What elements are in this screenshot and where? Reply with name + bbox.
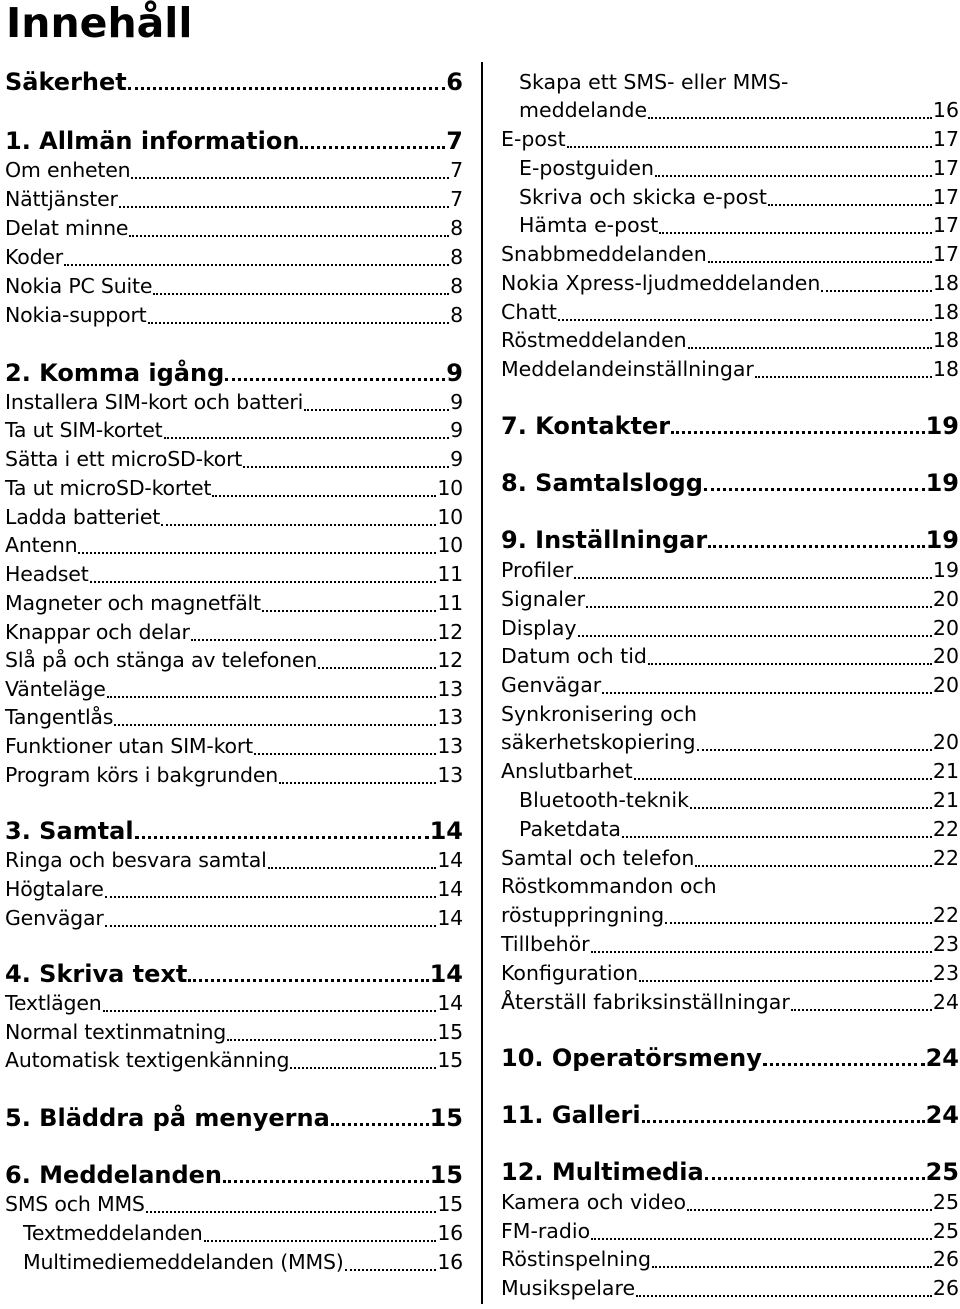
toc-entry-label: Magneter och magnetfält — [5, 591, 261, 615]
toc-entry-label: meddelande — [519, 98, 648, 122]
dot-leader — [697, 749, 932, 751]
toc-entry-label: Återställ fabriksinställningar — [501, 990, 790, 1014]
toc-page-number: 16 — [437, 1221, 463, 1245]
dot-leader — [243, 466, 449, 468]
dot-leader — [652, 1266, 932, 1268]
dot-leader — [642, 1120, 925, 1123]
toc-entry-label: Program körs i bakgrunden — [5, 763, 279, 787]
toc-entry[interactable] — [501, 844, 959, 872]
dot-leader — [227, 1039, 436, 1041]
toc-entry-label: Tangentlås — [5, 705, 114, 729]
page-title: Innehåll — [6, 0, 193, 47]
toc-page-number: 10 — [437, 476, 463, 500]
toc-entry-label: 7. Kontakter — [501, 412, 671, 440]
toc-page-number: 9 — [450, 390, 463, 414]
toc-section[interactable] — [5, 1102, 463, 1132]
toc-entry[interactable] — [501, 728, 959, 756]
dot-leader — [791, 1009, 932, 1011]
toc-entry-label: Chatt — [501, 300, 557, 324]
toc-entry-label: Genvägar — [5, 906, 104, 930]
toc-entry-label: Röstkommandon och — [501, 874, 717, 898]
toc-entry-label: Anslutbarhet — [501, 759, 633, 783]
dot-leader — [114, 724, 436, 726]
dot-leader — [318, 667, 436, 669]
toc-page-number: 7 — [450, 158, 463, 182]
dot-leader — [90, 581, 437, 583]
dot-leader — [103, 1010, 437, 1012]
toc-entry[interactable] — [519, 68, 959, 96]
dot-leader — [622, 836, 932, 838]
toc-entry-label: Ta ut microSD-kortet — [5, 476, 212, 500]
toc-entry-label: Multimediemeddelanden (MMS) — [23, 1250, 344, 1274]
toc-entry-label: Normal textinmatning — [5, 1020, 227, 1044]
toc-page-number: 8 — [450, 245, 463, 269]
toc-entry-label: Röstinspelning — [501, 1247, 651, 1271]
dot-leader — [648, 663, 932, 665]
toc-page-number: 20 — [932, 673, 959, 697]
toc-entry[interactable] — [501, 585, 959, 613]
toc-entry[interactable] — [501, 125, 959, 153]
dot-leader — [107, 696, 437, 698]
toc-entry-label: Textmeddelanden — [23, 1221, 203, 1245]
toc-entry-label: Sätta i ett microSD-kort — [5, 447, 243, 471]
toc-page-number: 21 — [932, 759, 959, 783]
toc-entry[interactable] — [501, 959, 959, 987]
toc-entry-label: Ta ut SIM-kortet — [5, 418, 163, 442]
toc-entry[interactable] — [5, 618, 463, 646]
dot-leader — [191, 639, 437, 641]
toc-section[interactable] — [501, 410, 959, 440]
toc-entry[interactable] — [501, 1245, 959, 1273]
toc-page-number: 17 — [932, 127, 959, 151]
dot-leader — [135, 836, 429, 839]
dot-leader — [639, 980, 932, 982]
toc-entry[interactable] — [501, 642, 959, 670]
toc-entry[interactable] — [519, 815, 959, 843]
dot-leader — [105, 925, 437, 927]
toc-page-number: 8 — [450, 274, 463, 298]
dot-leader — [304, 409, 449, 411]
toc-page-number: 10 — [437, 533, 463, 557]
toc-entry-label: Display — [501, 616, 577, 640]
toc-page-number: 18 — [932, 271, 959, 295]
toc-section[interactable] — [501, 1042, 959, 1072]
dot-leader — [578, 635, 932, 637]
toc-entry-label: Installera SIM-kort och batteri — [5, 390, 304, 414]
toc-entry[interactable] — [5, 531, 463, 559]
toc-section[interactable] — [501, 524, 959, 554]
toc-page-number: 6 — [446, 68, 463, 96]
toc-entry-label: Högtalare — [5, 877, 104, 901]
toc-entry-label: 2. Komma igång — [5, 359, 225, 387]
toc-entry-label: 10. Operatörsmeny — [501, 1044, 762, 1072]
toc-page-number: 20 — [932, 616, 959, 640]
toc-page-number: 20 — [932, 587, 959, 611]
toc-page-number: 23 — [932, 961, 959, 985]
toc-entry[interactable] — [501, 988, 959, 1016]
toc-entry-label: Samtal och telefon — [501, 846, 695, 870]
dot-leader — [128, 87, 446, 90]
toc-entry[interactable] — [5, 445, 463, 473]
toc-entry[interactable] — [5, 474, 463, 502]
toc-page-number: 13 — [437, 734, 463, 758]
toc-page-number: 23 — [932, 932, 959, 956]
toc-entry[interactable] — [501, 240, 959, 268]
dot-leader — [567, 146, 932, 148]
toc-entry-label: Headset — [5, 562, 89, 586]
dot-leader — [687, 1209, 932, 1211]
dot-leader — [821, 290, 931, 292]
toc-section[interactable] — [5, 357, 463, 387]
toc-page-number: 12 — [437, 620, 463, 644]
toc-section[interactable] — [501, 1156, 959, 1186]
toc-page-number: 25 — [925, 1158, 959, 1186]
dot-leader — [586, 606, 932, 608]
dot-leader — [223, 1180, 429, 1183]
dot-leader — [254, 753, 436, 755]
toc-entry-label: 12. Multimedia — [501, 1158, 704, 1186]
toc-page-number: 15 — [429, 1161, 463, 1189]
toc-section[interactable] — [5, 66, 463, 96]
toc-entry-label: Tillbehör — [501, 932, 590, 956]
toc-entry[interactable] — [5, 875, 463, 903]
toc-entry[interactable] — [501, 700, 959, 728]
dot-leader — [574, 577, 932, 579]
toc-entry[interactable] — [5, 761, 463, 789]
dot-leader — [78, 552, 436, 554]
toc-entry[interactable] — [501, 614, 959, 642]
toc-entry[interactable] — [5, 503, 463, 531]
toc-page-number: 16 — [437, 1250, 463, 1274]
toc-page-number: 9 — [446, 359, 463, 387]
dot-leader — [688, 347, 932, 349]
toc-entry[interactable] — [5, 156, 463, 184]
toc-page-number: 13 — [437, 763, 463, 787]
dot-leader — [345, 1269, 437, 1271]
toc-entry[interactable] — [519, 183, 959, 211]
dot-leader — [695, 865, 932, 867]
toc-page-number: 14 — [437, 906, 463, 930]
toc-page-number: 13 — [437, 705, 463, 729]
toc-entry[interactable] — [23, 1219, 463, 1247]
dot-leader — [763, 1063, 925, 1066]
toc-entry-label: E-postguiden — [519, 156, 654, 180]
toc-section[interactable] — [501, 467, 959, 497]
toc-page-number: 11 — [437, 591, 463, 615]
dot-leader — [768, 204, 932, 206]
toc-entry[interactable] — [501, 1217, 959, 1245]
toc-page-number: 18 — [932, 357, 959, 381]
toc-page-number: 24 — [925, 1044, 959, 1072]
dot-leader — [634, 778, 932, 780]
toc-entry-label: Röstmeddelanden — [501, 328, 687, 352]
toc-entry-label: Snabbmeddelanden — [501, 242, 707, 266]
dot-leader — [148, 322, 450, 324]
toc-section[interactable] — [5, 815, 463, 845]
toc-entry[interactable] — [5, 301, 463, 329]
toc-page-number: 11 — [437, 562, 463, 586]
toc-entry-label: 3. Samtal — [5, 817, 134, 845]
toc-page-number: 14 — [437, 877, 463, 901]
toc-entry[interactable] — [501, 1188, 959, 1216]
toc-page-number: 14 — [429, 960, 463, 988]
column-divider — [481, 62, 483, 1304]
toc-entry-label: Automatisk textigenkänning — [5, 1048, 290, 1072]
toc-page-number: 9 — [450, 447, 463, 471]
dot-leader — [164, 437, 450, 439]
toc-entry[interactable] — [5, 214, 463, 242]
dot-leader — [300, 146, 445, 149]
toc-entry-label: 9. Inställningar — [501, 526, 708, 554]
toc-entry[interactable] — [23, 1248, 463, 1276]
toc-entry[interactable] — [5, 646, 463, 674]
toc-entry-label: 11. Galleri — [501, 1101, 641, 1129]
toc-page-number: 19 — [932, 558, 959, 582]
toc-page-number: 9 — [450, 418, 463, 442]
dot-leader — [602, 692, 932, 694]
toc-entry-label: Vänteläge — [5, 677, 106, 701]
toc-entry-label: Textlägen — [5, 991, 102, 1015]
toc-entry-label: Knappar och delar — [5, 620, 190, 644]
toc-page-number: 8 — [450, 303, 463, 327]
dot-leader — [204, 1240, 437, 1242]
toc-entry[interactable] — [5, 185, 463, 213]
dot-leader — [690, 807, 932, 809]
dot-leader — [705, 1177, 925, 1180]
toc-entry[interactable] — [501, 298, 959, 326]
dot-leader — [279, 782, 436, 784]
dot-leader — [119, 206, 449, 208]
toc-entry-label: Ladda batteriet — [5, 505, 161, 529]
toc-entry-label: Musikspelare — [501, 1276, 636, 1300]
toc-page-number: 22 — [932, 903, 959, 927]
toc-entry[interactable] — [501, 872, 959, 900]
toc-page-number: 19 — [925, 412, 959, 440]
toc-page-number: 24 — [925, 1101, 959, 1129]
dot-leader — [591, 1238, 932, 1240]
toc-entry[interactable] — [5, 675, 463, 703]
toc-entry-label: Hämta e-post — [519, 213, 659, 237]
dot-leader — [331, 1123, 429, 1126]
toc-entry-label: 5. Bläddra på menyerna — [5, 1104, 330, 1132]
toc-entry-label: Skriva och skicka e-post — [519, 185, 767, 209]
dot-leader — [64, 264, 449, 266]
toc-page-number: 13 — [437, 677, 463, 701]
toc-entry[interactable] — [501, 757, 959, 785]
toc-page-number: 7 — [446, 127, 463, 155]
toc-entry[interactable] — [501, 326, 959, 354]
dot-leader — [655, 175, 932, 177]
dot-leader — [131, 177, 449, 179]
toc-entry-label: Funktioner utan SIM-kort — [5, 734, 253, 758]
toc-page-number: 17 — [932, 156, 959, 180]
toc-page-number: 26 — [932, 1247, 959, 1271]
dot-leader — [659, 232, 932, 234]
dot-leader — [188, 979, 428, 982]
toc-entry[interactable] — [501, 901, 959, 929]
toc-entry-label: Nokia Xpress-ljudmeddelanden — [501, 271, 821, 295]
toc-entry-label: 4. Skriva text — [5, 960, 188, 988]
toc-page-number: 14 — [429, 817, 463, 845]
dot-leader — [708, 261, 932, 263]
dot-leader — [153, 293, 449, 295]
toc-entry[interactable] — [519, 211, 959, 239]
toc-page-number: 26 — [932, 1276, 959, 1300]
toc-page-number: 18 — [932, 328, 959, 352]
toc-entry-label: Nättjänster — [5, 187, 118, 211]
toc-page-number: 12 — [437, 648, 463, 672]
dot-leader — [671, 431, 924, 434]
toc-entry[interactable] — [501, 269, 959, 297]
toc-entry[interactable] — [501, 930, 959, 958]
toc-entry-label: Datum och tid — [501, 644, 647, 668]
toc-page-number: 15 — [429, 1104, 463, 1132]
toc-entry-label: Koder — [5, 245, 64, 269]
toc-entry[interactable] — [5, 846, 463, 874]
toc-entry[interactable] — [5, 560, 463, 588]
toc-page-number: 17 — [932, 213, 959, 237]
toc-page-number: 22 — [932, 846, 959, 870]
toc-entry-label: Paketdata — [519, 817, 621, 841]
dot-leader — [290, 1067, 436, 1069]
toc-entry[interactable] — [501, 671, 959, 699]
toc-entry[interactable] — [519, 96, 959, 124]
toc-page-number: 14 — [437, 848, 463, 872]
toc-page-number: 24 — [932, 990, 959, 1014]
toc-page-number: 10 — [437, 505, 463, 529]
toc-entry-label: säkerhetskopiering — [501, 730, 696, 754]
dot-leader — [648, 117, 932, 119]
toc-entry-label: Skapa ett SMS- eller MMS- — [519, 70, 789, 94]
toc-entry[interactable] — [5, 1018, 463, 1046]
toc-page-number: 22 — [932, 817, 959, 841]
toc-page-number: 21 — [932, 788, 959, 812]
toc-entry[interactable] — [5, 272, 463, 300]
dot-leader — [129, 235, 449, 237]
toc-entry-label: Synkronisering och — [501, 702, 697, 726]
toc-page-number: 19 — [925, 526, 959, 554]
toc-entry-label: Profiler — [501, 558, 574, 582]
toc-entry-label: Konfiguration — [501, 961, 639, 985]
toc-entry-label: Delat minne — [5, 216, 129, 240]
toc-entry-label: Kamera och video — [501, 1190, 687, 1214]
toc-entry[interactable] — [5, 589, 463, 617]
toc-entry[interactable] — [5, 388, 463, 416]
toc-page-number: 14 — [437, 991, 463, 1015]
toc-entry-label: 1. Allmän information — [5, 127, 300, 155]
toc-entry-label: Antenn — [5, 533, 78, 557]
dot-leader — [558, 319, 932, 321]
toc-entry-label: Bluetooth-teknik — [519, 788, 689, 812]
toc-entry[interactable] — [5, 703, 463, 731]
toc-section[interactable] — [5, 958, 463, 988]
toc-entry-label: Om enheten — [5, 158, 131, 182]
toc-page-number: 15 — [437, 1020, 463, 1044]
toc-entry-label: Säkerhet — [5, 68, 127, 96]
dot-leader — [212, 495, 436, 497]
toc-entry[interactable] — [5, 1190, 463, 1218]
toc-entry[interactable] — [5, 732, 463, 760]
dot-leader — [591, 951, 932, 953]
toc-entry-label: SMS och MMS — [5, 1192, 145, 1216]
toc-entry-label: 8. Samtalslogg — [501, 469, 703, 497]
toc-page-number: 15 — [437, 1192, 463, 1216]
toc-entry[interactable] — [501, 556, 959, 584]
toc-section[interactable] — [5, 1159, 463, 1189]
toc-page-number: 17 — [932, 185, 959, 209]
dot-leader — [225, 378, 445, 381]
toc-page-number: 20 — [932, 644, 959, 668]
toc-entry-label: Signaler — [501, 587, 586, 611]
toc-entry-label: FM-radio — [501, 1219, 591, 1243]
toc-section[interactable] — [501, 1099, 959, 1129]
toc-page-number: 25 — [932, 1219, 959, 1243]
toc-entry-label: E-post — [501, 127, 566, 151]
toc-entry[interactable] — [5, 989, 463, 1017]
dot-leader — [105, 896, 437, 898]
toc-entry[interactable] — [5, 416, 463, 444]
dot-leader — [262, 610, 436, 612]
dot-leader — [146, 1211, 437, 1213]
dot-leader — [708, 545, 924, 548]
toc-page-number: 19 — [925, 469, 959, 497]
toc-entry-label: Slå på och stänga av telefonen — [5, 648, 318, 672]
dot-leader — [755, 376, 932, 378]
toc-entry[interactable] — [5, 904, 463, 932]
toc-entry-label: Meddelandeinställningar — [501, 357, 754, 381]
toc-entry-label: 6. Meddelanden — [5, 1161, 223, 1189]
toc-entry-label: röstuppringning — [501, 903, 665, 927]
toc-section[interactable] — [5, 125, 463, 155]
toc-entry[interactable] — [501, 355, 959, 383]
toc-page-number: 16 — [932, 98, 959, 122]
toc-entry-label: Nokia-support — [5, 303, 147, 327]
toc-page-number: 15 — [437, 1048, 463, 1072]
dot-leader — [161, 524, 436, 526]
toc-page-number: 7 — [450, 187, 463, 211]
toc-entry[interactable] — [519, 786, 959, 814]
toc-entry-label: Genvägar — [501, 673, 602, 697]
toc-page-number: 18 — [932, 300, 959, 324]
toc-entry-label: Nokia PC Suite — [5, 274, 153, 298]
toc-entry[interactable] — [5, 1046, 463, 1074]
toc-entry-label: Ringa och besvara samtal — [5, 848, 267, 872]
dot-leader — [704, 488, 925, 491]
toc-page-number: 17 — [932, 242, 959, 266]
dot-leader — [665, 922, 932, 924]
toc-page-number: 8 — [450, 216, 463, 240]
toc-page-number: 20 — [932, 730, 959, 754]
dot-leader — [636, 1295, 932, 1297]
toc-entry[interactable] — [519, 154, 959, 182]
toc-entry[interactable] — [5, 243, 463, 271]
dot-leader — [268, 867, 437, 869]
toc-page-number: 25 — [932, 1190, 959, 1214]
toc-entry[interactable] — [501, 1274, 959, 1302]
